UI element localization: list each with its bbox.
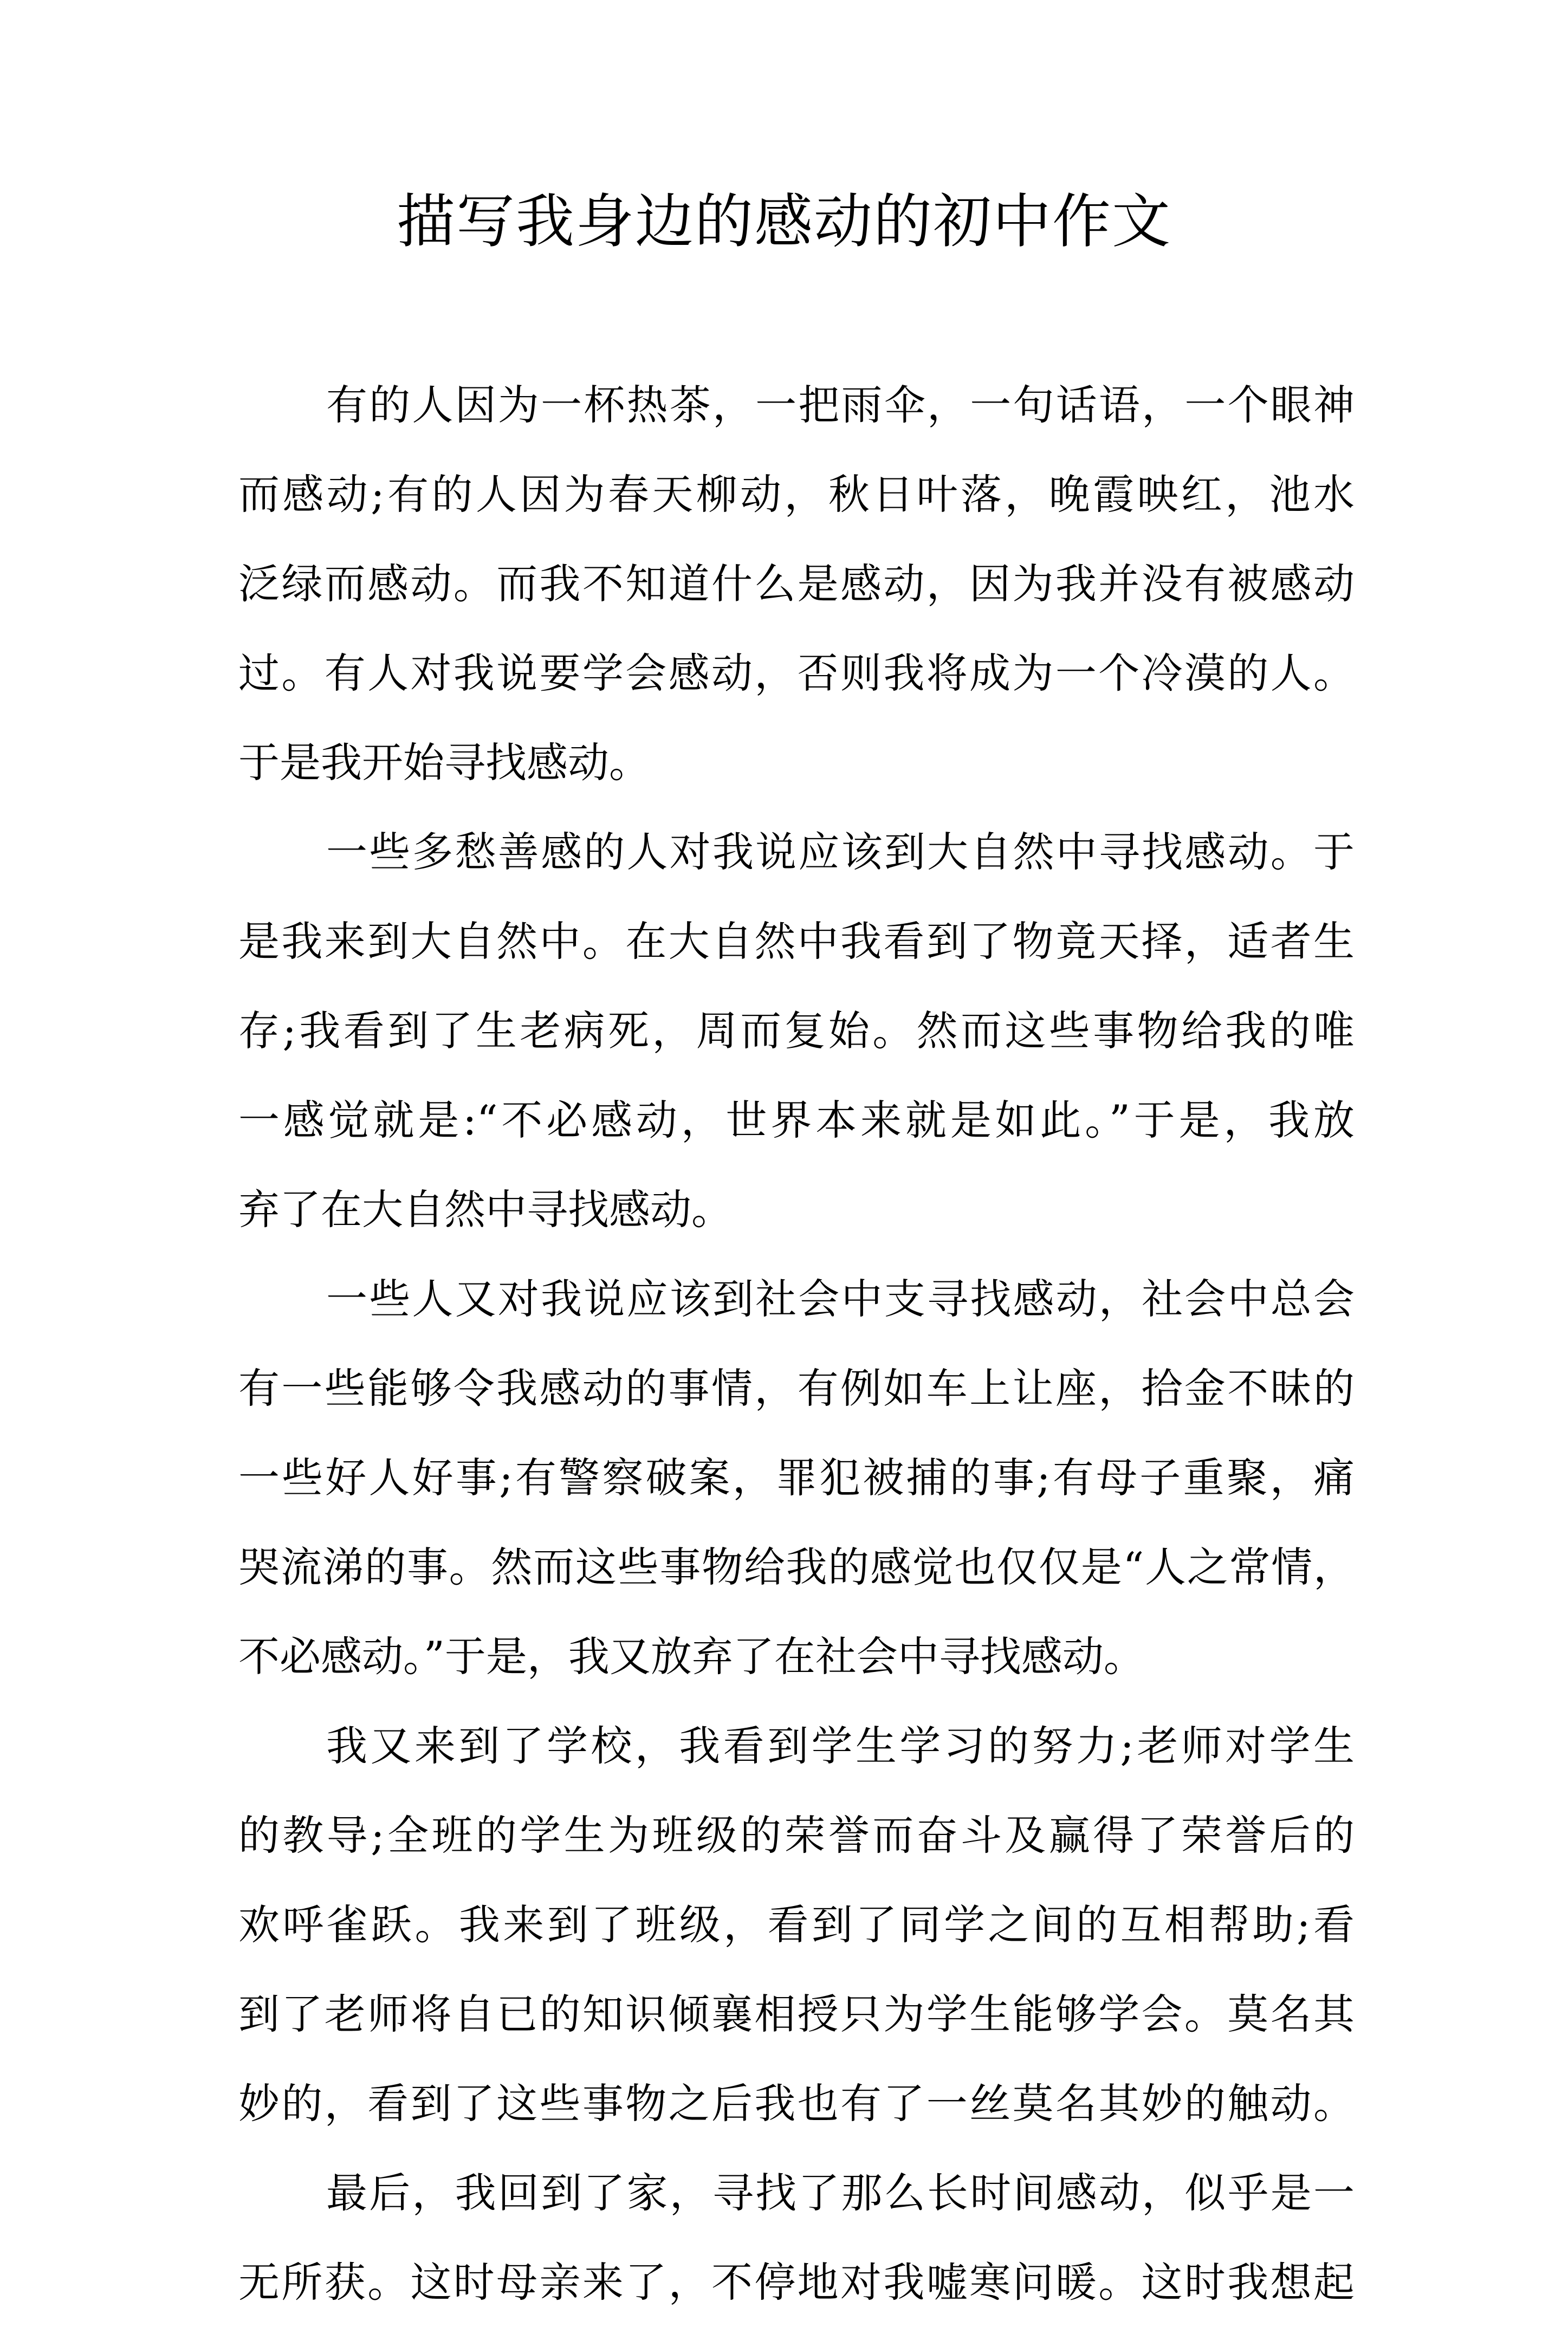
text-line: 妙的，看到了这些事物之后我也有了一丝莫名其妙的触动。 (238, 2079, 1355, 2128)
text-line: 哭流涕的事。然而这些事物给我的感觉也仅仅是“人之常情， (238, 1543, 1355, 1591)
text-line: 泛绿而感动。而我不知道什么是感动，因为我并没有被感动 (238, 560, 1355, 608)
text-line: 到了老师将自已的知识倾襄相授只为学生能够学会。莫名其 (238, 1990, 1355, 2038)
text-line: 过。有人对我说要学会感动，否则我将成为一个冷漠的人。 (238, 649, 1355, 697)
text-line: 最后，我回到了家，寻找了那么长时间感动，似乎是一 (326, 2169, 1355, 2217)
text-line: 的教导;全班的学生为班级的荣誉而奋斗及赢得了荣誉后的 (238, 1811, 1355, 1859)
text-line: 存;我看到了生老病死，周而复始。然而这些事物给我的唯 (238, 1007, 1355, 1055)
text-line: 我又来到了学校，我看到学生学习的努力;老师对学生 (326, 1722, 1355, 1770)
text-line: 不必感动。”于是，我又放弃了在社会中寻找感动。 (238, 1632, 1145, 1681)
text-line: 一些多愁善感的人对我说应该到大自然中寻找感动。于 (326, 828, 1355, 876)
text-line: 一些人又对我说应该到社会中支寻找感动，社会中总会 (326, 1275, 1355, 1323)
text-line: 是我来到大自然中。在大自然中我看到了物竟天择，适者生 (238, 917, 1355, 965)
essay-body (238, 360, 1355, 2327)
text-line: 一些好人好事;有警察破案，罪犯被捕的事;有母子重聚，痛 (238, 1454, 1355, 1502)
text-line: 欢呼雀跃。我来到了班级，看到了同学之间的互相帮助;看 (238, 1901, 1355, 1949)
text-line: 无所获。这时母亲来了，不停地对我嘘寒问暖。这时我想起 (238, 2258, 1355, 2306)
text-line: 于是我开始寻找感动。 (238, 738, 650, 787)
text-line: 一感觉就是:“不必感动，世界本来就是如此。”于是，我放 (238, 1096, 1355, 1144)
text-line: 弃了在大自然中寻找感动。 (238, 1185, 733, 1234)
text-line: 有一些能够令我感动的事情，有例如车上让座，拾金不昧的 (238, 1364, 1355, 1412)
text-line: 有的人因为一杯热茶，一把雨伞，一句话语，一个眼神 (326, 381, 1355, 429)
document-title: 描写我身边的感动的初中作文 (396, 188, 1171, 256)
text-line: 而感动;有的人因为春天柳动，秋日叶落，晚霞映红，池水 (238, 470, 1355, 518)
